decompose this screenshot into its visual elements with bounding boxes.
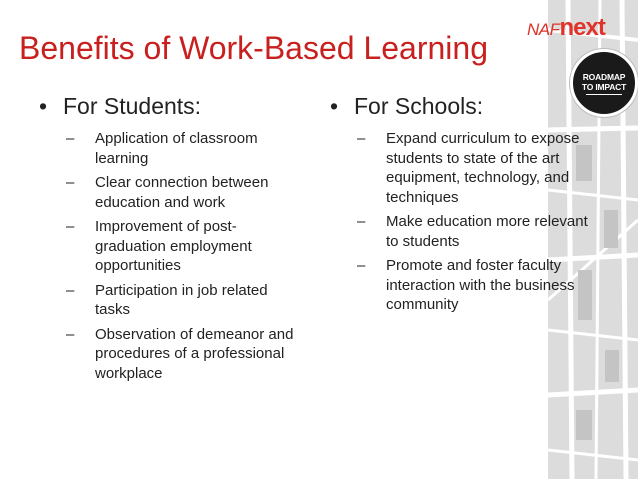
schools-column (330, 93, 590, 320)
roadmap-to-impact-badge: ROADMAP TO IMPACT (570, 49, 638, 117)
list-item (66, 217, 294, 276)
slide-title: Benefits of Work-Based Learning (19, 30, 488, 66)
list-item-text: Make education more relevant to students (386, 213, 588, 250)
list-item (66, 281, 294, 320)
list-item (357, 256, 590, 315)
list-item-text: Expand curriculum to expose students to state of the art equipment, technology, and techniques (386, 130, 580, 206)
dash-glyph: – (66, 218, 75, 235)
schools-benefit-list (330, 129, 590, 315)
schools-heading-text: For Schools: (354, 93, 484, 119)
dash-glyph: – (66, 174, 75, 191)
dash-glyph: – (357, 130, 366, 147)
list-item (66, 129, 294, 168)
list-item-text: Improvement of post-graduation employment opportunities (95, 218, 252, 274)
list-item-text: Promote and foster faculty interaction with the business community (386, 257, 575, 313)
dash-glyph: – (66, 281, 75, 299)
list-item-text: Application of classroom learning (95, 130, 258, 167)
dash-glyph: – (357, 213, 366, 230)
dash-glyph: – (66, 325, 75, 343)
list-item (357, 129, 590, 207)
bullet-glyph: • (330, 93, 339, 119)
list-item-text: Observation of demeanor and procedures of a professional workplace (95, 325, 294, 382)
list-item-text: Clear connection between education and work (95, 174, 269, 211)
students-column (39, 93, 294, 388)
schools-heading (330, 93, 590, 120)
list-item (66, 173, 294, 212)
students-heading (39, 93, 294, 120)
students-benefit-list (39, 129, 294, 383)
students-heading-text: For Students: (63, 93, 202, 119)
list-item (357, 212, 590, 251)
list-item (66, 325, 294, 384)
bullet-glyph: • (39, 93, 48, 119)
list-item-text: Participation in job related tasks (95, 281, 268, 318)
dash-glyph: – (357, 257, 366, 274)
naf-next-logo: NAFnext (527, 14, 605, 41)
dash-glyph: – (66, 130, 75, 147)
